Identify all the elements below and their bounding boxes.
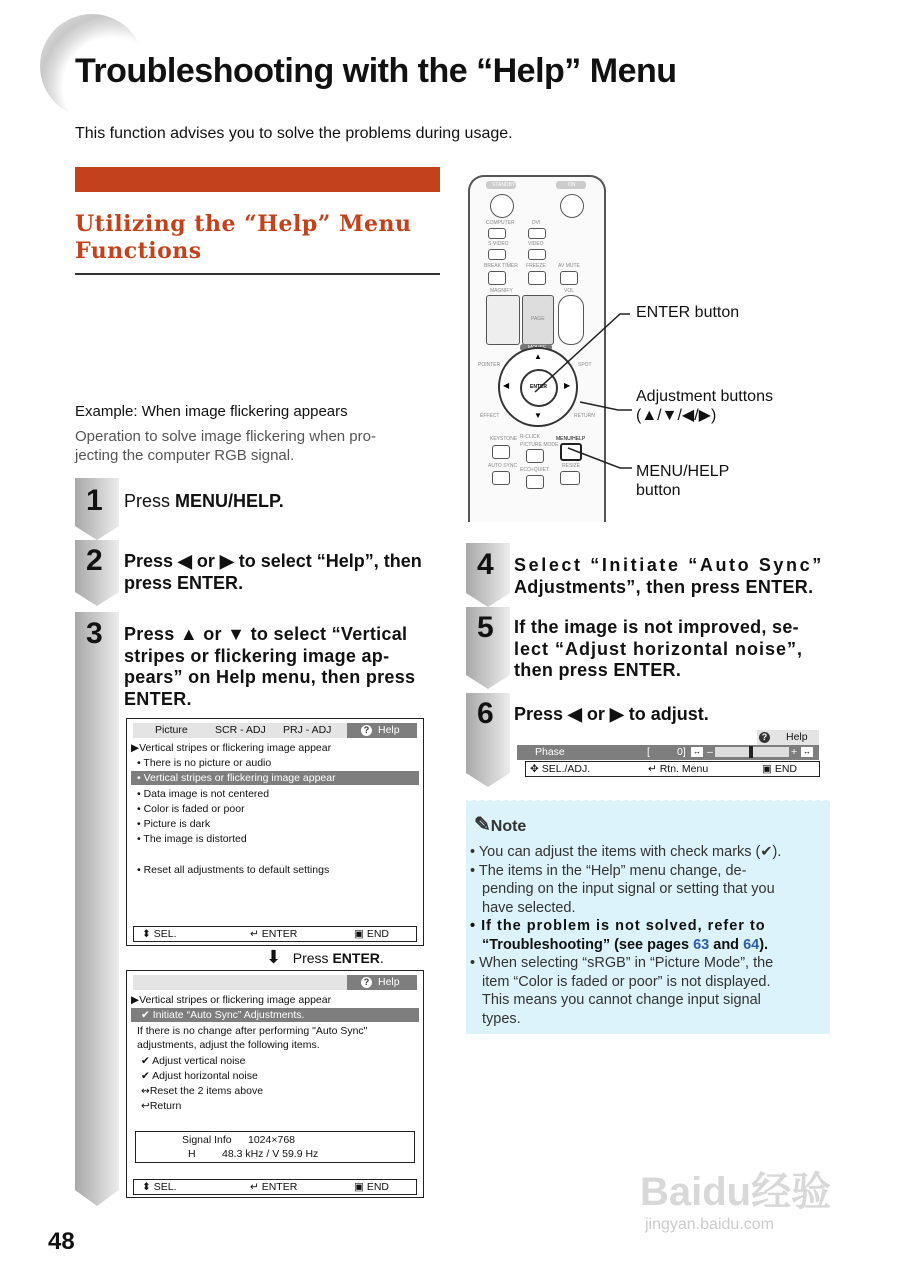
step-2-text: Press ◀ or ▶ to select “Help”, then press ENTER. (124, 551, 422, 593)
note-box (466, 800, 830, 1034)
menu-item-header: ▶Vertical stripes or flickering image appear (131, 994, 332, 1006)
computer-button (488, 228, 506, 239)
watermark-brand: Baidu经验 (640, 1170, 832, 1214)
standby-button (490, 194, 514, 218)
help-menu-screen-1 (126, 718, 424, 946)
menu-item: ↭Reset the 2 items above (141, 1085, 264, 1097)
menu-item: • Data image is not centered (137, 788, 270, 800)
remote-control-illustration: STANDBY ON COMPUTER DVI S-VIDEO VIDEO BREAK TIMER FREEZE AV MUTE MAGNIFY VOL PAGE POINTER SPOT ENTER ▲ ▼ ◀ ▶ EFFECT RETURN KEYSTONE R-CLICK MENU/HELP PICTURE MODE AUTO SYNC ECO+QUIET RESIZE (468, 175, 606, 522)
watermark-url: jingyan.baidu.com (645, 1216, 774, 1233)
page-title: Troubleshooting with the “Help” Menu (75, 52, 677, 90)
menu-item: ✔ Adjust horizontal noise (141, 1070, 258, 1082)
page-number: 48 (48, 1228, 75, 1255)
help-icon: ? (361, 725, 372, 736)
step-2-number: 2 (86, 544, 103, 577)
menu-item: ↩Return (141, 1100, 182, 1112)
note-items: • You can adjust the items with check marks (✔). • The items in the “Help” menu change, de- pending on the input signal or setting that you have selected. • If the problem is not solved, refer to “Troubleshooting” (see pages 63 and 64). • When selecting “sRGB” in “Picture Mode”, the item “Color is faded or poor” is not displayed. This means you cannot change input signal types. (470, 844, 782, 1027)
step-1-number: 1 (86, 484, 103, 517)
step-3-number: 3 (86, 617, 103, 650)
menu-item: • Color is faded or poor (137, 803, 245, 815)
help-menu-screen-2: ? Help ▶Vertical stripes or flickering image appear ✔ Initiate “Auto Sync” Adjustments. If there is no change after performing "Auto Sync" adjustments, adjust the following items. ✔ Adjust vertical noise ✔ Adjust horizontal noise ↭Reset the 2 items above ↩Return Signal Info 1024×768 H 48.3 kHz / V 59.9 Hz ⬍ SEL. ↵ ENTER ▣ END (126, 970, 424, 1198)
pencil-icon: ✎ (474, 814, 491, 836)
keystone-button (492, 445, 510, 459)
phase-footer: ✥ SEL./ADJ. ↵ Rtn. Menu ▣ END (525, 761, 820, 777)
callout-menu-help: MENU/HELP button (636, 463, 730, 499)
step-3-text: Press ▲ or ▼ to select “Vertical stripes or flickering image ap- pears” on Help menu, then press ENTER. (124, 624, 416, 709)
step-6-number: 6 (477, 697, 494, 730)
menu-item: ✔ Adjust vertical noise (141, 1055, 246, 1067)
callout-enter-button: ENTER button (636, 304, 740, 321)
menu-item: • The image is distorted (137, 833, 247, 845)
section-color-bar (75, 167, 440, 192)
standby-label-bg: STANDBY (486, 181, 516, 189)
phase-slider-thumb (749, 746, 753, 758)
help-icon: ? (361, 977, 372, 988)
intro-text: This function advises you to solve the problems during usage. (75, 125, 513, 142)
section-heading: Utilizing the “Help” Menu Functions (75, 211, 412, 264)
on-button (560, 194, 584, 218)
directional-pad: ENTER ▲ ▼ ◀ ▶ (498, 347, 578, 427)
menu-item: • Picture is dark (137, 818, 211, 830)
menu-item: • There is no picture or audio (137, 757, 272, 769)
on-label-bg: ON (556, 181, 586, 189)
phase-slider-row: Phase [ 0] ↔ – + ↔ (517, 745, 819, 760)
svideo-button (488, 249, 506, 260)
step-3-marker (75, 612, 119, 1208)
magnify-buttons (486, 295, 520, 345)
callout-adjustment-buttons: Adjustment buttons (▲/▼/◀/▶) (636, 388, 773, 424)
menu-item: • Reset all adjustments to default settings (137, 864, 330, 876)
menu-footer: ⬍ SEL. ↵ ENTER ▣ END (133, 926, 417, 942)
menu-text: If there is no change after performing "Auto Sync" (137, 1025, 368, 1037)
step-1-text: Press MENU/HELP. (124, 491, 284, 511)
menu-item-header: ▶Vertical stripes or flickering image appear (131, 742, 332, 754)
menu-tabs: Picture SCR - ADJ PRJ - ADJ ? Help (133, 723, 417, 738)
menu-item-selected: • Vertical stripes or flickering image appear (131, 771, 419, 785)
phase-help-tab: ? Help (757, 730, 819, 745)
signal-info-box: Signal Info 1024×768 H 48.3 kHz / V 59.9 Hz (135, 1131, 415, 1163)
step-5-text: If the image is not improved, se- lect “Adjust horizontal noise”, then press ENTER. (514, 617, 804, 680)
help-icon: ? (759, 732, 770, 743)
menu-text: adjustments, adjust the following items. (137, 1039, 320, 1051)
step-5-number: 5 (477, 611, 494, 644)
menu-footer: ⬍ SEL. ↵ ENTER ▣ END (133, 1179, 417, 1195)
video-button (528, 249, 546, 260)
note-heading: ✎Note (474, 814, 527, 836)
press-enter-caption: ⬇ Press ENTER. (266, 947, 384, 967)
auto-sync-button (492, 471, 510, 485)
example-label: Example: When image flickering appears (75, 403, 348, 420)
menu-item-selected: ✔ Initiate “Auto Sync” Adjustments. (131, 1008, 419, 1022)
example-operation: Operation to solve image flickering when pro- jecting the computer RGB signal. (75, 428, 376, 464)
av-mute-button (560, 271, 578, 285)
dvi-button (528, 228, 546, 239)
enter-button: ENTER (520, 369, 558, 407)
section-divider (75, 273, 440, 275)
step-4-number: 4 (477, 548, 494, 581)
page-buttons: PAGE (522, 295, 554, 345)
phase-slider-track (715, 747, 789, 757)
break-timer-button (488, 271, 506, 285)
callout-lines (520, 300, 640, 490)
step-4-text: Select “Initiate “Auto Sync” Adjustments”, then press ENTER. (514, 555, 824, 597)
step-6-text: Press ◀ or ▶ to adjust. (514, 704, 709, 724)
freeze-button (528, 271, 546, 285)
